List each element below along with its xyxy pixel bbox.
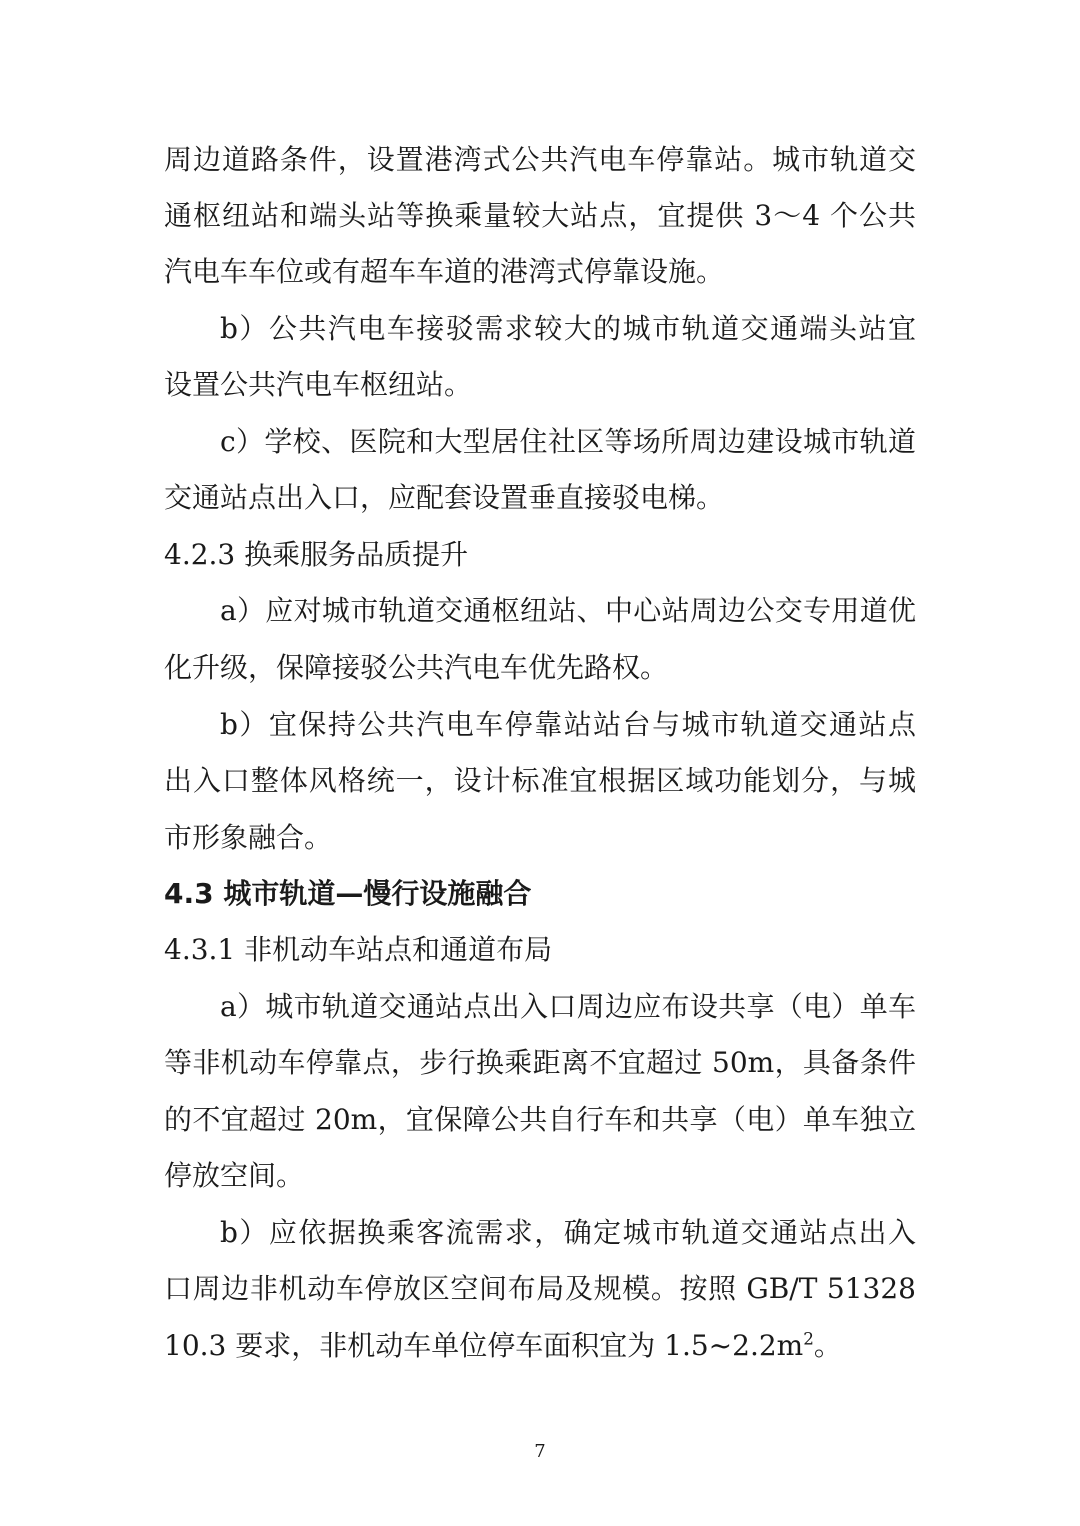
list-item-line: 停放空间。 (164, 1159, 305, 1192)
list-item-line: b）公共汽电车接驳需求较大的城市轨道交通端头站宜 (220, 312, 916, 345)
list-item-line: 交通站点出入口，应配套设置垂直接驳电梯。 (164, 481, 725, 514)
last-line-text: 10.3 要求，非机动车单位停车面积宜为 1.5~2.2m (164, 1329, 804, 1362)
list-item-line: 口周边非机动车停放区空间布局及规模。按照 GB/T 51328 (164, 1272, 916, 1305)
list-item-line: 设置公共汽电车枢纽站。 (164, 368, 473, 401)
paragraph-line: 汽电车车位或有超车车道的港湾式停靠设施。 (164, 255, 725, 288)
list-item-line: a）应对城市轨道交通枢纽站、中心站周边公交专用道优 (220, 594, 916, 627)
list-item-line (164, 1318, 916, 1374)
subsection-heading: 4.3.1 非机动车站点和通道布局 (164, 933, 553, 966)
list-item-line: b）应依据换乘客流需求，确定城市轨道交通站点出入 (220, 1216, 916, 1249)
list-item-line: 化升级，保障接驳公共汽电车优先路权。 (164, 651, 669, 684)
list-item-line: a）城市轨道交通站点出入口周边应布设共享（电）单车 (220, 990, 916, 1023)
list-item-line: 等非机动车停靠点，步行换乘距离不宜超过 50m，具备条件 (164, 1046, 916, 1079)
paragraph-line: 周边道路条件，设置港湾式公共汽电车停靠站。城市轨道交 (164, 143, 916, 176)
list-item-line: c）学校、医院和大型居住社区等场所周边建设城市轨道 (220, 425, 916, 458)
subsection-heading: 4.2.3 换乘服务品质提升 (164, 538, 469, 571)
page-number: 7 (534, 1441, 546, 1462)
list-item-line: b）宜保持公共汽电车停靠站站台与城市轨道交通站点 (220, 708, 916, 741)
list-item-line: 出入口整体风格统一，设计标准宜根据区域功能划分，与城 (164, 764, 916, 797)
last-line-end: 。 (813, 1329, 842, 1362)
section-heading: 4.3 城市轨道—慢行设施融合 (164, 877, 532, 910)
list-item-line: 市形象融合。 (164, 821, 333, 854)
list-item-line: 的不宜超过 20m，宜保障公共自行车和共享（电）单车独立 (164, 1103, 916, 1136)
paragraph-line: 通枢纽站和端头站等换乘量较大站点，宜提供 3～4 个公共 (164, 199, 916, 232)
superscript: 2 (803, 1328, 814, 1349)
